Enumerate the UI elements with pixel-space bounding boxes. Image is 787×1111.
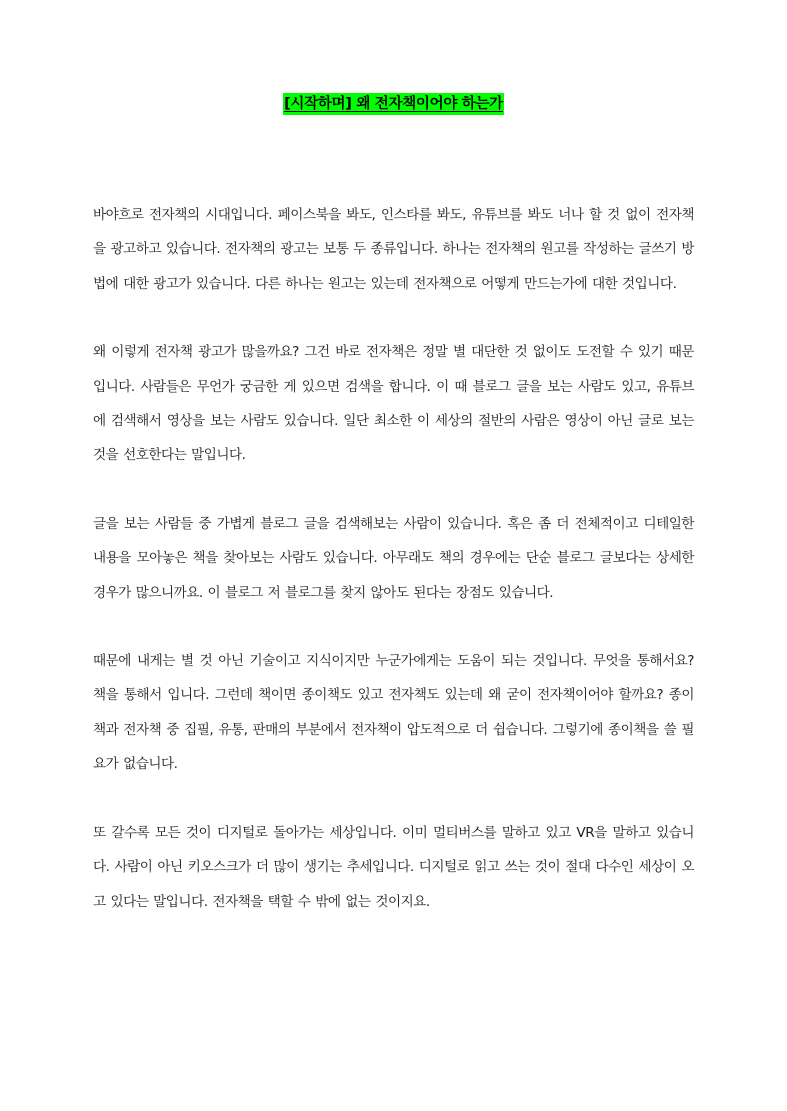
paragraph: 글을 보는 사람들 중 가볍게 블로그 글을 검색해보는 사람이 있습니다. 혹은 좀 더 전체적이고 디테일한 내용을 모아놓은 책을 찾아보는 사람도 있습니다. 아무래도 책의 경우에는 단순 블로그 글보다는 상세한 경우가 많으니까요. 이 블로그 저 블로그를 찾지 않아도 된다는 장점도 있습니다. xyxy=(93,515,694,601)
paragraph: 때문에 내게는 별 것 아닌 기술이고 지식이지만 누군가에게는 도움이 되는 것입니다. 무엇을 통해서요? 책을 통해서 입니다. 그런데 책이면 종이책도 있고 전자책도 있는데 왜 굳이 전자책이어야 할까요? 종이책과 전자책 중 집필, 유통, 판매의 부분에서 전자책이 압도적으로 더 쉽습니다. 그렇기에 종이책을 쓸 필요가 없습니다. xyxy=(93,653,694,773)
paragraph: 바야흐로 전자책의 시대입니다. 페이스북을 봐도, 인스타를 봐도, 유튜브를 봐도 너나 할 것 없이 전자책을 광고하고 있습니다. 전자책의 광고는 보통 두 종류입니다. 하나는 전자책의 원고를 작성하는 글쓰기 방법에 대한 광고가 있습니다. 다른 하나는 원고는 있는데 전자책으로 어떻게 만드는가에 대한 것입니다. xyxy=(93,207,694,292)
paragraph: 왜 이렇게 전자책 광고가 많을까요? 그건 바로 전자책은 정말 별 대단한 것 없이도 도전할 수 있기 때문입니다. 사람들은 무언가 궁금한 게 있으면 검색을 합니다. 이 때 블로그 글을 보는 사람도 있고, 유튜브에 검색해서 영상을 보는 사람도 있습니다. 일단 최소한 이 세상의 절반의 사람은 영상이 아닌 글로 보는 것을 선호한다는 말입니다. xyxy=(93,344,694,464)
page-title: [시작하며] 왜 전자책이어야 하는가 xyxy=(283,93,504,115)
paragraph: 또 갈수록 모든 것이 디지털로 돌아가는 세상입니다. 이미 멀티버스를 말하고 있고 VR을 말하고 있습니다. 사람이 아닌 키오스크가 더 많이 생기는 추세입니다. 디지털로 읽고 쓰는 것이 절대 다수인 세상이 오고 있다는 말입니다. 전자책을 택할 수 밖에 없는 것이지요. xyxy=(93,824,694,910)
document-body xyxy=(93,198,694,953)
title-container xyxy=(0,93,787,115)
